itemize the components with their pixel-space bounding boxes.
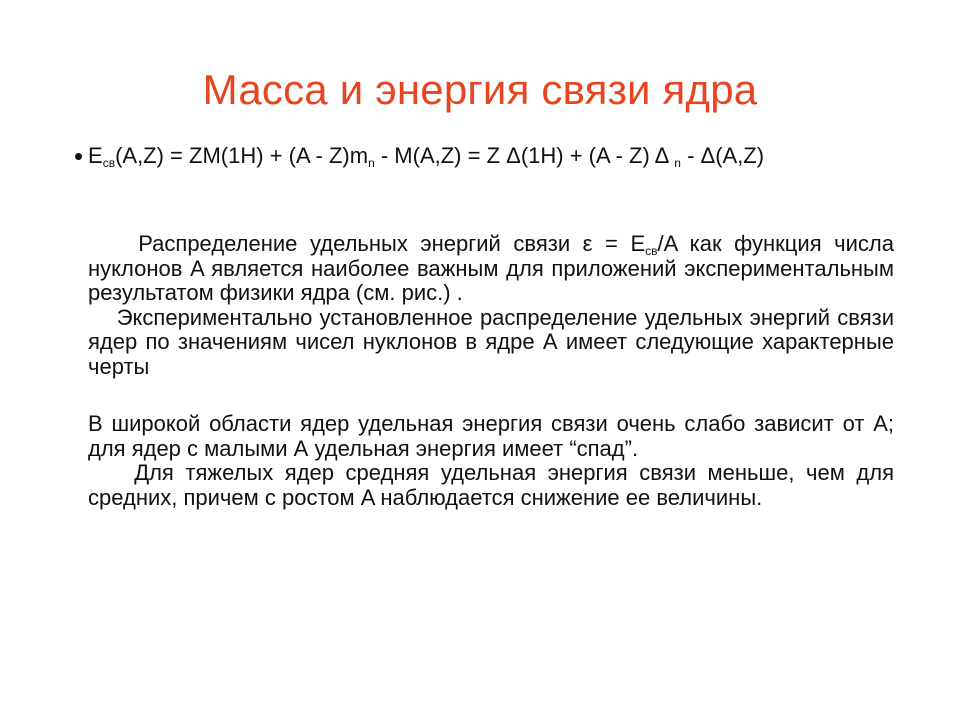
- paragraph-distribution: [88, 232, 894, 379]
- slide-title: Масса и энергия связи ядра: [202, 66, 758, 113]
- formula-part-2: - M(A,Z) = Z Δ(1H) + (A - Z) Δ: [374, 143, 675, 168]
- formula-dn-subscript: n: [674, 156, 681, 170]
- paragraph1-lead: Распределение удельных энергий связи ε = E: [138, 231, 646, 256]
- formula-e: E: [88, 143, 103, 168]
- paragraph1-e-subscript: св: [645, 244, 658, 258]
- formula-mn-subscript: n: [368, 156, 375, 170]
- formula-part-3: - Δ(A,Z): [680, 143, 765, 168]
- paragraph2-first: В широкой области ядер удельная энергия связи очень слабо зависит от A; для ядер с малыми А удельная энергия имеет “спад”.: [88, 411, 894, 461]
- paragraph1-second: Экспериментально установленное распределение удельных энергий связи ядер по значениям чисел нуклонов в ядре А имеет следующие характерные черты: [88, 304, 894, 379]
- bullet-dot-icon: •: [74, 141, 84, 171]
- binding-energy-formula: [88, 144, 888, 168]
- paragraph2-second: Для тяжелых ядер средняя удельная энергия связи меньше, чем для средних, причем с ростом A наблюдается снижение ее величины.: [88, 460, 894, 510]
- paragraph1-tail: /A как функция числа нуклонов A является наиболее важным для приложений экспериментальным результатом физики ядра (см. рис.) .: [88, 231, 894, 305]
- paragraph-features: [88, 412, 894, 510]
- formula-e-subscript: св: [102, 156, 116, 170]
- formula-part-1: (A,Z) = ZM(1H) + (A - Z)m: [115, 143, 369, 168]
